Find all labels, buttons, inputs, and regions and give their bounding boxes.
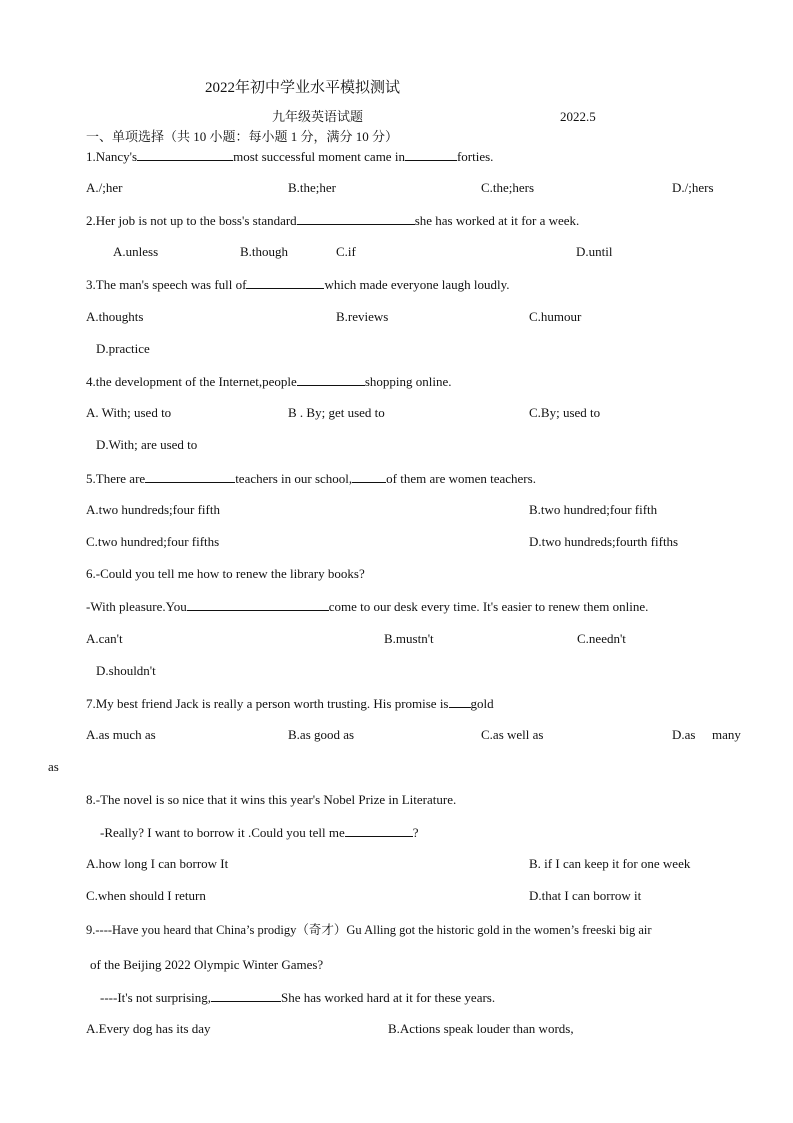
question-1-stem — [86, 148, 493, 165]
answer-blank — [145, 470, 235, 483]
option-b: B.mustn't — [384, 631, 434, 646]
stem-part: ----It's not surprising, — [100, 990, 212, 1005]
stem-part: most successful moment came in — [233, 149, 405, 164]
option-d: D./;hers — [672, 180, 714, 195]
option-a: A.unless — [113, 244, 159, 259]
option-a: A./;her — [86, 180, 123, 195]
option-c: C.the;hers — [481, 180, 535, 195]
stem-part: come to our desk every time. It's easier to renew them online. — [328, 599, 649, 614]
question-6-stem: 6.-Could you tell me how to renew the library books? — [86, 566, 365, 581]
stem-part: shopping online. — [364, 374, 452, 389]
option-b: B.as good as — [288, 727, 355, 742]
section-title: 一、单项选择（共 10 小题：每小题 1 分，满分 10 分） — [86, 129, 399, 144]
stem-part: which made everyone laugh loudly. — [324, 277, 510, 292]
option-d: D.two hundreds;fourth fifths — [529, 534, 679, 549]
question-5-stem — [86, 470, 536, 487]
option-d: D.practice — [96, 341, 150, 356]
answer-blank — [345, 824, 413, 837]
option-a: A.two hundreds;four fifth — [86, 502, 220, 517]
stem-part: 7.My best friend Jack is really a person worth trusting. His promise is — [86, 696, 449, 711]
option-b: B . By; get used to — [288, 405, 385, 420]
question-9-stem-continued: of the Beijing 2022 Olympic Winter Games? — [90, 957, 324, 972]
option-c: C.if — [336, 244, 356, 259]
option-c: C.two hundred;four fifths — [86, 534, 220, 549]
stem-part: 1.Nancy's — [86, 149, 138, 164]
stem-part: she has worked at it for a week. — [414, 213, 580, 228]
answer-blank — [405, 148, 457, 161]
answer-blank — [352, 470, 386, 483]
answer-blank — [187, 598, 329, 611]
option-c: C.when should I return — [86, 888, 206, 903]
stem-part: teachers in our school, — [235, 471, 353, 486]
stem-part: She has worked hard at it for these years. — [281, 990, 496, 1005]
stem-part: gold — [470, 696, 494, 711]
option-a: A.thoughts — [86, 309, 144, 324]
exam-title: 2022年初中学业水平模拟测试 — [205, 80, 401, 96]
stem-part: 4.the development of the Internet,people — [86, 374, 297, 389]
stem-part: -With pleasure.You — [86, 599, 187, 614]
answer-blank — [297, 373, 365, 386]
exam-subtitle: 九年级英语试题 — [272, 109, 364, 124]
exam-date: 2022.5 — [560, 109, 596, 124]
stem-part: 3.The man's speech was full of — [86, 277, 247, 292]
option-d: D.With; are used to — [96, 437, 198, 452]
answer-blank — [211, 989, 281, 1002]
option-b: B.two hundred;four fifth — [529, 502, 658, 517]
option-d: D.that I can borrow it — [529, 888, 642, 903]
option-d-continued: as — [48, 759, 59, 774]
option-a: A. With; used to — [86, 405, 172, 420]
option-b: B.reviews — [336, 309, 389, 324]
option-d: D.as — [672, 727, 696, 742]
option-b: B.though — [240, 244, 289, 259]
answer-blank — [449, 695, 471, 708]
option-b: B. if I can keep it for one week — [529, 856, 691, 871]
option-c: C.needn't — [577, 631, 626, 646]
stem-part: of them are women teachers. — [386, 471, 536, 486]
question-8-response — [100, 824, 419, 841]
option-d: D.until — [576, 244, 613, 259]
question-8-stem: 8.-The novel is so nice that it wins this year's Nobel Prize in Literature. — [86, 792, 457, 807]
option-c: C.By; used to — [529, 405, 601, 420]
question-3-stem — [86, 276, 510, 293]
stem-part: 5.There are — [86, 471, 146, 486]
answer-blank — [137, 148, 233, 161]
stem-part: forties. — [456, 149, 494, 164]
answer-blank — [246, 276, 324, 289]
option-c: C.humour — [529, 309, 582, 324]
stem-part: -Really? I want to borrow it .Could you tell me — [100, 825, 345, 840]
question-9-stem: 9.----Have you heard that China’s prodigy（奇才）Gu Alling got the historic gold in the women’s freeski big air — [86, 923, 652, 937]
answer-blank — [297, 212, 415, 225]
stem-part: 2.Her job is not up to the boss's standard — [86, 213, 297, 228]
option-a: A.how long I can borrow It — [86, 856, 229, 871]
option-b: B.Actions speak louder than words, — [388, 1021, 574, 1036]
option-b: B.the;her — [288, 180, 337, 195]
question-4-stem — [86, 373, 451, 390]
option-c: C.as well as — [481, 727, 544, 742]
question-7-stem — [86, 695, 494, 712]
option-a: A.can't — [86, 631, 123, 646]
option-a: A.Every dog has its day — [86, 1021, 211, 1036]
question-2-stem — [86, 212, 579, 229]
option-a: A.as much as — [86, 727, 156, 742]
option-d-continued: many — [712, 727, 741, 742]
question-6-response — [86, 598, 648, 615]
question-9-response — [100, 989, 495, 1006]
option-d: D.shouldn't — [96, 663, 156, 678]
stem-part: ? — [412, 825, 419, 840]
